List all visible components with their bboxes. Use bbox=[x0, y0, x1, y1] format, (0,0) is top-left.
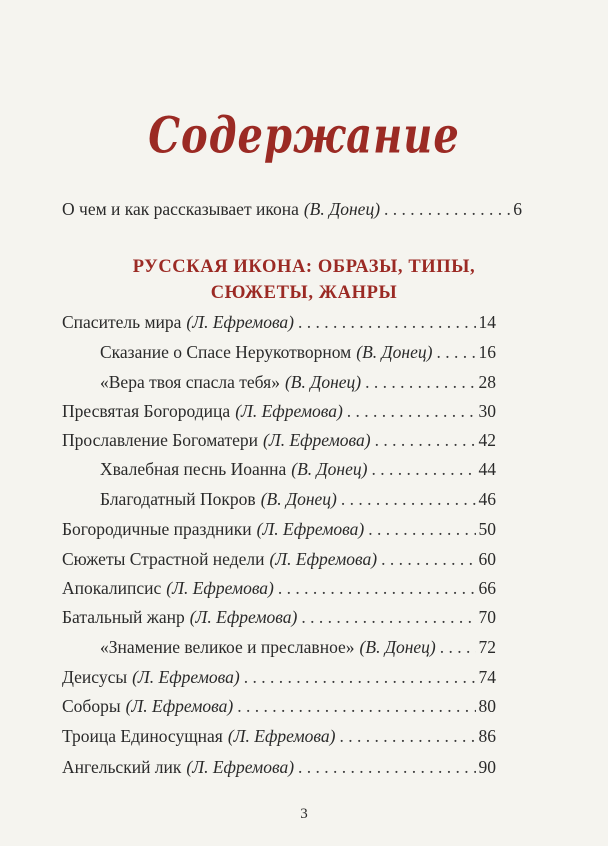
leader-dots bbox=[298, 756, 475, 778]
toc-entry-page: 90 bbox=[478, 757, 496, 777]
toc-entry bbox=[62, 725, 496, 747]
toc-entry bbox=[100, 488, 496, 510]
toc-entry bbox=[62, 400, 496, 422]
toc-entry-page: 72 bbox=[478, 637, 496, 657]
toc-entry-author: (Л. Ефремова) bbox=[186, 757, 295, 777]
toc-entry-title: «Вера твоя спасла тебя» bbox=[100, 372, 280, 392]
leader-dots bbox=[381, 548, 475, 570]
toc-entry-author: (Л. Ефремова) bbox=[186, 312, 295, 332]
toc-entry-author: (Л. Ефремова) bbox=[227, 726, 336, 746]
toc-entry-title: О чем и как рассказывает икона bbox=[62, 199, 299, 219]
leader-dots bbox=[368, 518, 475, 540]
section-heading-line-2: СЮЖЕТЫ, ЖАНРЫ bbox=[210, 283, 398, 303]
toc-entry-title: «Знамение великое и преславное» bbox=[100, 637, 355, 657]
toc-entry-title: Соборы bbox=[62, 696, 121, 716]
toc-entry-page: 14 bbox=[478, 312, 496, 332]
toc-entry-title: Батальный жанр bbox=[62, 607, 185, 627]
toc-entry bbox=[100, 458, 496, 480]
toc-entry bbox=[100, 341, 496, 363]
toc-entry-page: 66 bbox=[478, 578, 496, 598]
toc-entry bbox=[62, 429, 496, 451]
leader-dots bbox=[365, 371, 475, 393]
toc-entry-page: 16 bbox=[478, 342, 496, 362]
toc-entry-page: 60 bbox=[478, 549, 496, 569]
toc-entry-title: Сюжеты Страстной недели bbox=[62, 549, 265, 569]
toc-entry-title: Благодатный Покров bbox=[100, 489, 256, 509]
leader-dots bbox=[371, 458, 475, 480]
toc-entry-author: (Л. Ефремова) bbox=[235, 401, 343, 421]
section-heading bbox=[0, 254, 608, 306]
toc-entry-page: 70 bbox=[478, 607, 496, 627]
toc-entry bbox=[62, 577, 496, 599]
toc-entry-title: Хвалебная песнь Иоанна bbox=[100, 459, 287, 479]
toc-entry-title: Апокалипсис bbox=[62, 578, 162, 598]
toc-entry-author: (В. Донец) bbox=[356, 342, 433, 362]
toc-entry-author: (В. Донец) bbox=[291, 459, 368, 479]
leader-dots bbox=[298, 311, 475, 333]
leader-dots bbox=[301, 606, 475, 628]
toc-entry-author: (Л. Ефремова) bbox=[132, 667, 240, 687]
toc-entry bbox=[62, 518, 496, 540]
toc-entry-author: (В. Донец) bbox=[284, 372, 362, 392]
toc-entry-title: Спаситель мира bbox=[62, 312, 182, 332]
toc-entry-author: (В. Донец) bbox=[303, 199, 381, 219]
toc-entry-page: 42 bbox=[478, 430, 496, 450]
toc-entry bbox=[62, 606, 496, 628]
toc-entry bbox=[62, 695, 496, 717]
leader-dots bbox=[237, 695, 475, 717]
leader-dots bbox=[384, 198, 510, 220]
toc-entry bbox=[62, 666, 496, 688]
leader-dots bbox=[339, 725, 475, 747]
toc-entry-author: (Л. Ефремова) bbox=[125, 696, 234, 716]
toc-entry bbox=[100, 371, 496, 393]
leader-dots bbox=[278, 577, 476, 599]
toc-entry-page: 86 bbox=[478, 726, 496, 746]
toc-entry-page: 50 bbox=[478, 519, 496, 539]
toc-entry-page: 46 bbox=[478, 489, 496, 509]
toc-entry bbox=[62, 756, 496, 778]
toc-entry-title: Ангельский лик bbox=[62, 757, 182, 777]
toc-entry-title: Троица Единосущная bbox=[62, 726, 223, 746]
toc-entry-title: Прославление Богоматери bbox=[62, 430, 259, 450]
leader-dots bbox=[244, 666, 476, 688]
toc-entry-title: Сказание о Спасе Нерукотворном bbox=[100, 342, 352, 362]
leader-dots bbox=[341, 488, 476, 510]
toc-entry-page: 80 bbox=[478, 696, 496, 716]
leader-dots bbox=[375, 429, 476, 451]
toc-entry-page: 44 bbox=[478, 459, 496, 479]
leader-dots bbox=[440, 636, 476, 658]
toc-entry bbox=[62, 311, 496, 333]
toc-entry-author: (В. Донец) bbox=[260, 489, 337, 509]
toc-entry-page: 30 bbox=[478, 401, 496, 421]
leader-dots bbox=[436, 341, 475, 363]
toc-entry-author: (Л. Ефремова) bbox=[256, 519, 365, 539]
leader-dots bbox=[347, 400, 476, 422]
toc-entry bbox=[100, 636, 496, 658]
toc-entry-intro bbox=[62, 198, 522, 220]
toc-entry-title: Деисусы bbox=[62, 667, 128, 687]
toc-entry-page: 6 bbox=[513, 199, 522, 219]
section-heading-line-1: РУССКАЯ ИКОНА: ОБРАЗЫ, ТИПЫ, bbox=[132, 257, 476, 277]
page-number: 3 bbox=[300, 806, 308, 822]
toc-entry-title: Пресвятая Богородица bbox=[62, 401, 231, 421]
toc-entry-author: (Л. Ефремова) bbox=[269, 549, 378, 569]
toc-entry-author: (Л. Ефремова) bbox=[166, 578, 274, 598]
toc-entry-author: (Л. Ефремова) bbox=[263, 430, 371, 450]
toc-entry-page: 28 bbox=[478, 372, 496, 392]
toc-entry-page: 74 bbox=[478, 667, 496, 687]
toc-entry-title: Богородичные праздники bbox=[62, 519, 252, 539]
toc-entry-author: (В. Донец) bbox=[359, 637, 436, 657]
page-title: Содержание bbox=[148, 106, 460, 165]
toc-entry bbox=[62, 548, 496, 570]
toc-entry-author: (Л. Ефремова) bbox=[189, 607, 298, 627]
